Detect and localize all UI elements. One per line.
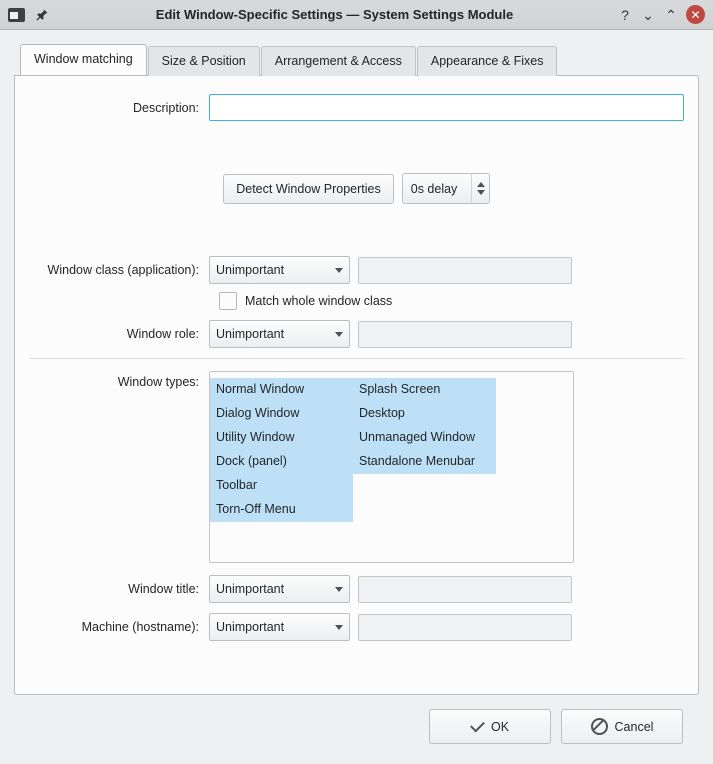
window-types-list[interactable] xyxy=(209,371,574,563)
chevron-down-icon xyxy=(335,268,343,273)
window-role-match-value: Unimportant xyxy=(216,327,285,341)
help-button[interactable]: ? xyxy=(621,6,629,23)
machine-value-input[interactable] xyxy=(358,614,572,641)
chevron-down-icon xyxy=(335,587,343,592)
window-role-match-combo[interactable] xyxy=(209,320,350,348)
window-class-match-value: Unimportant xyxy=(216,263,285,277)
window-class-match-combo[interactable] xyxy=(209,256,350,284)
window-title-row xyxy=(29,575,684,603)
description-input[interactable] xyxy=(209,94,684,121)
window-icon xyxy=(8,8,25,22)
list-item[interactable]: Splash Screen xyxy=(353,378,496,402)
window-role-row xyxy=(29,320,684,348)
machine-label: Machine (hostname): xyxy=(81,620,199,634)
list-item[interactable]: Utility Window xyxy=(210,426,353,450)
pin-icon xyxy=(35,8,49,22)
cancel-button-label: Cancel xyxy=(614,719,654,734)
dialog-footer xyxy=(14,695,699,744)
window-title: Edit Window-Specific Settings — System Settings Module xyxy=(155,7,514,22)
window-title-label: Window title: xyxy=(128,582,199,596)
cancel-icon xyxy=(591,718,608,735)
window-matching-panel xyxy=(14,75,699,695)
list-item[interactable]: Toolbar xyxy=(210,474,353,498)
ok-button-label: OK xyxy=(490,719,510,734)
titlebar xyxy=(0,0,713,30)
close-button[interactable]: ✕ xyxy=(686,5,705,24)
list-item[interactable]: Torn-Off Menu xyxy=(210,498,353,522)
window-class-label: Window class (application): xyxy=(47,263,199,277)
detect-window-properties-button[interactable]: Detect Window Properties xyxy=(223,174,394,204)
chevron-down-icon xyxy=(335,332,343,337)
window-role-label: Window role: xyxy=(126,327,199,341)
chevron-down-icon xyxy=(335,625,343,630)
minimize-button[interactable]: ⌄ xyxy=(642,6,654,23)
list-item[interactable]: Dock (panel) xyxy=(210,450,353,474)
tab-appearance-fixes[interactable]: Appearance & Fixes xyxy=(417,46,558,76)
chevron-down-icon[interactable] xyxy=(477,190,485,195)
separator xyxy=(29,358,684,359)
detect-delay-spinbox[interactable] xyxy=(402,173,490,204)
tab-window-matching[interactable]: Window matching xyxy=(20,44,147,75)
machine-match-value: Unimportant xyxy=(216,620,285,634)
description-label: Description: xyxy=(133,100,199,115)
machine-row xyxy=(29,613,684,641)
spinbox-arrows[interactable] xyxy=(471,174,485,203)
match-whole-class-checkbox[interactable] xyxy=(219,292,237,310)
dialog-content xyxy=(0,30,713,744)
window-types-column-1 xyxy=(210,378,353,562)
window-menu-button[interactable] xyxy=(6,5,26,25)
tab-arrangement-access[interactable]: Arrangement & Access xyxy=(261,46,416,76)
tab-size-position[interactable]: Size & Position xyxy=(148,46,260,76)
window-title-match-combo[interactable] xyxy=(209,575,350,603)
check-icon xyxy=(470,717,485,732)
list-item[interactable]: Desktop xyxy=(353,402,496,426)
detect-delay-value: 0s delay xyxy=(410,181,458,196)
cancel-button[interactable] xyxy=(561,709,683,744)
description-row xyxy=(29,94,684,121)
chevron-up-icon[interactable] xyxy=(477,182,485,187)
match-whole-class-row[interactable] xyxy=(29,292,684,310)
titlebar-right-buttons xyxy=(617,5,707,24)
window-types-row xyxy=(29,371,684,563)
window-types-column-2 xyxy=(353,378,496,562)
list-item[interactable]: Dialog Window xyxy=(210,402,353,426)
window-class-row xyxy=(29,256,684,284)
titlebar-left-buttons xyxy=(6,5,52,25)
keep-above-button[interactable] xyxy=(32,5,52,25)
window-role-value-input[interactable] xyxy=(358,321,572,348)
window-class-value-input[interactable] xyxy=(358,257,572,284)
list-item[interactable]: Normal Window xyxy=(210,378,353,402)
list-item[interactable]: Standalone Menubar xyxy=(353,450,496,474)
maximize-button[interactable]: ⌃ xyxy=(665,6,677,23)
match-whole-class-label: Match whole window class xyxy=(245,294,393,308)
machine-match-combo[interactable] xyxy=(209,613,350,641)
window-types-label: Window types: xyxy=(117,375,199,389)
ok-button[interactable] xyxy=(429,709,551,744)
list-item[interactable]: Unmanaged Window xyxy=(353,426,496,450)
window-title-value-input[interactable] xyxy=(358,576,572,603)
tab-bar xyxy=(20,44,699,75)
window-title-match-value: Unimportant xyxy=(216,582,285,596)
detect-row xyxy=(29,173,684,204)
